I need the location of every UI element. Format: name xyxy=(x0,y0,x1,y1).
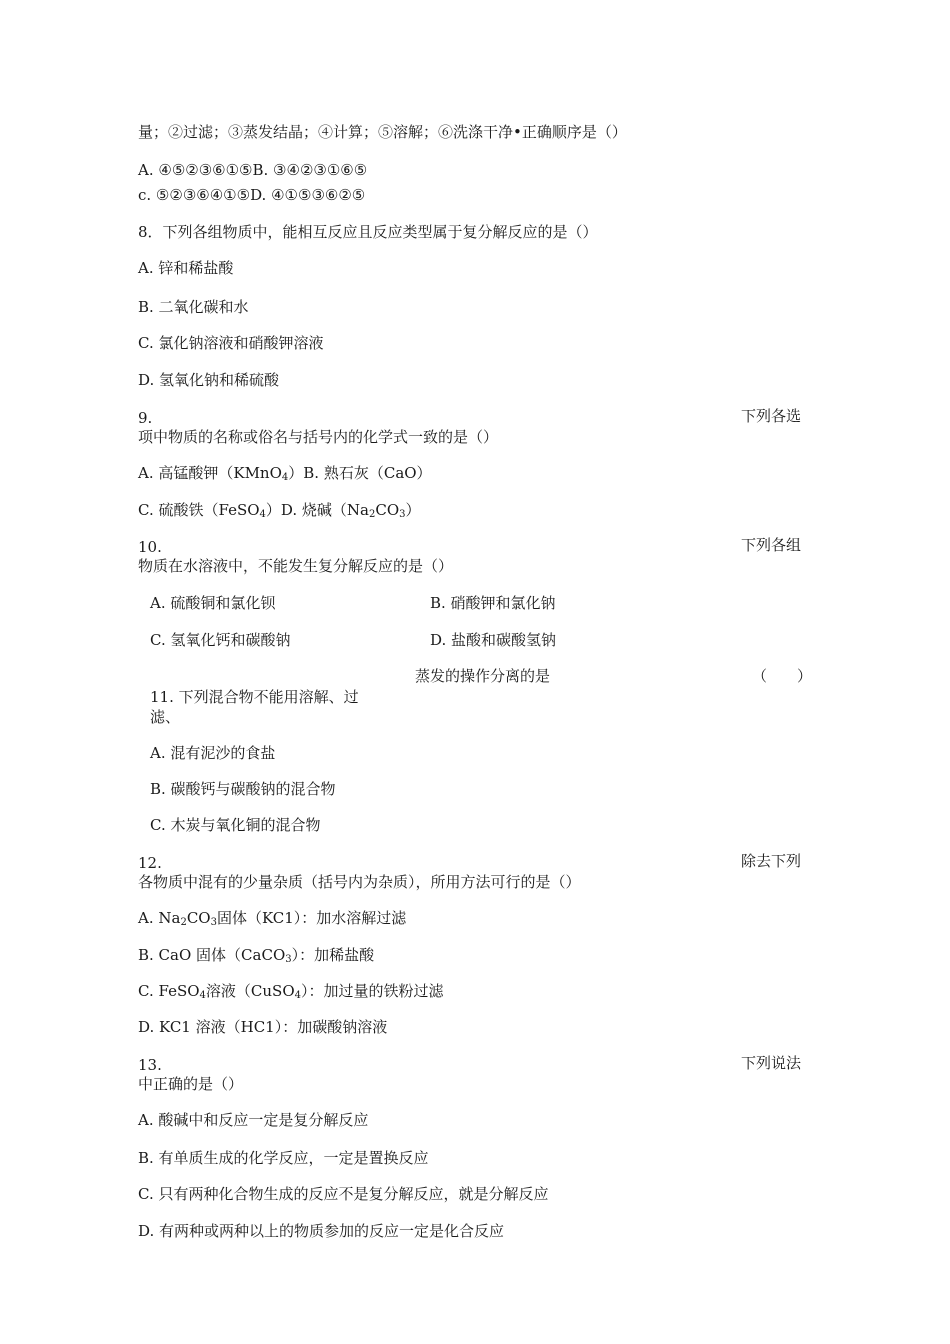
q12-option-b xyxy=(138,945,374,965)
q13-option-d: D. 有两种或两种以上的物质参加的反应一定是化合反应 xyxy=(138,1222,505,1240)
q9-a-sub: 4 xyxy=(281,472,289,483)
q13-option-b: B. 有单质生成的化学反应，一定是置换反应 xyxy=(138,1149,429,1167)
q12-b-post: ）：加稀盐酸 xyxy=(291,946,375,964)
q12-c-post: ）：加过量的铁粉过滤 xyxy=(301,982,444,1000)
q11-stem-line1: 11. 下列混合物不能用溶解、过 xyxy=(150,688,359,706)
q12-a-post: 固体（KC1）：加水溶解过滤 xyxy=(216,909,407,927)
q12-b-sub1: 3 xyxy=(285,954,292,965)
q11-stem-mid: 蒸发的操作分离的是 xyxy=(415,667,551,685)
q11-option-c: C. 木炭与氧化铜的混合物 xyxy=(150,816,321,834)
q10-number: 10. xyxy=(138,538,162,556)
q11-option-b: B. 碳酸钙与碳酸钠的混合物 xyxy=(150,780,336,798)
q12-a-pre: A. Na xyxy=(138,909,181,927)
q7-stem-tail: 量；②过滤；③蒸发结晶；④计算；⑤溶解；⑥洗涤干净•正确顺序是（） xyxy=(138,123,627,141)
q10-stem-line2: 物质在水溶液中，不能发生复分解反应的是（） xyxy=(138,557,454,575)
q12-c-mid: 溶液（CuSO xyxy=(205,982,295,1000)
q9-c-post: ） xyxy=(405,501,421,519)
q9-number: 9. xyxy=(138,409,153,427)
q9-c-sub: 4 xyxy=(259,509,266,520)
q12-a-sub1: 2 xyxy=(180,917,187,928)
q12-stem-line2: 各物质中混有的少量杂质（括号内为杂质），所用方法可行的是（） xyxy=(138,873,581,891)
q10-stem-right: 下列各组 xyxy=(741,536,802,554)
q9-options-ab xyxy=(138,463,432,483)
q9-options-cd xyxy=(138,500,421,520)
q12-option-a xyxy=(138,908,406,928)
q13-number: 13. xyxy=(138,1056,162,1074)
q12-number: 12. xyxy=(138,854,162,872)
q12-a-mid: CO xyxy=(186,909,211,927)
q10-option-d: D. 盐酸和碳酸氢钠 xyxy=(430,631,557,649)
q9-a-pre: A. 高锰酸钾（KMnO xyxy=(138,464,282,482)
q7-options-ab: A. ④⑤②③⑥①⑤B. ③④②③①⑥⑤ xyxy=(138,161,368,179)
q12-c-sub1: 4 xyxy=(199,990,206,1001)
q8-stem: 8．下列各组物质中，能相互反应且反应类型属于复分解反应的是（） xyxy=(138,223,598,241)
q12-a-sub2: 3 xyxy=(210,917,217,928)
q11-option-a: A. 混有泥沙的食盐 xyxy=(150,744,276,762)
q8-option-a: A. 锌和稀盐酸 xyxy=(138,259,234,277)
q8-option-b: B. 二氧化碳和水 xyxy=(138,298,249,316)
q12-option-d: D. KC1 溶液（HC1）：加碳酸钠溶液 xyxy=(138,1018,388,1036)
q9-c-mid2: CO xyxy=(375,501,400,519)
q12-stem-right: 除去下列 xyxy=(741,852,802,870)
q10-option-a: A. 硫酸铜和氯化钡 xyxy=(150,594,276,612)
q10-option-c: C. 氢氧化钙和碳酸钠 xyxy=(150,631,291,649)
q10-option-b: B. 硝酸钾和氯化钠 xyxy=(430,594,556,612)
q13-stem-line2: 中正确的是（） xyxy=(138,1075,244,1093)
q12-c-pre: C. FeSO xyxy=(138,982,200,1000)
q7-options-cd: c. ⑤②③⑥④①⑤D. ④①⑤③⑥②⑤ xyxy=(138,186,366,204)
q9-c-sub2: 2 xyxy=(369,509,376,520)
q9-stem-line2: 项中物质的名称或俗名与括号内的化学式一致的是（） xyxy=(138,428,499,446)
q13-option-a: A. 酸碱中和反应一定是复分解反应 xyxy=(138,1111,369,1129)
q9-c-sub3: 3 xyxy=(399,509,406,520)
q8-option-d: D. 氢氧化钠和稀硫酸 xyxy=(138,371,280,389)
q12-b-pre: B. CaO 固体（CaCO xyxy=(138,946,286,964)
q13-stem-right: 下列说法 xyxy=(741,1054,802,1072)
q9-c-pre: C. 硫酸铁（FeSO xyxy=(138,501,260,519)
q11-stem-line2: 滤、 xyxy=(150,708,181,726)
q12-option-c xyxy=(138,981,444,1001)
q9-c-mid: ）D. 烧碱（Na xyxy=(265,501,370,519)
q8-option-c: C. 氯化钠溶液和硝酸钾溶液 xyxy=(138,334,324,352)
q13-option-c: C. 只有两种化合物生成的反应不是复分解反应，就是分解反应 xyxy=(138,1185,549,1203)
q12-c-sub2: 4 xyxy=(294,990,301,1001)
q11-answer-paren: （ ） xyxy=(752,667,813,685)
q9-a-post: ）B. 熟石灰（CaO） xyxy=(288,464,432,482)
q9-stem-right: 下列各选 xyxy=(741,407,802,425)
